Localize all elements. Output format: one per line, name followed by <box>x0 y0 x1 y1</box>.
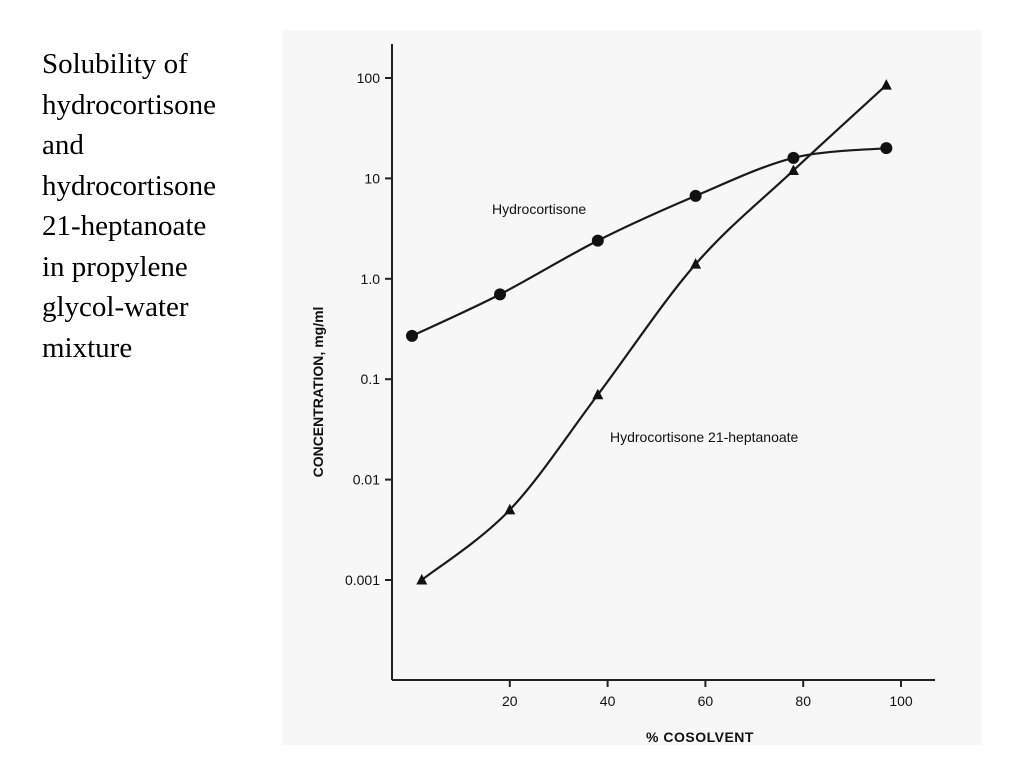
y-tick-label: 0.001 <box>344 572 380 588</box>
caption-line: 21-heptanoate <box>42 210 207 242</box>
x-tick-label: 20 <box>502 693 518 709</box>
y-tick-label: 1.0 <box>360 270 380 287</box>
y-tick-label: 0.1 <box>360 371 380 388</box>
scan-background <box>282 30 982 745</box>
data-point-circle <box>690 190 702 202</box>
x-tick-label: 100 <box>889 693 913 709</box>
caption-line: hydrocortisone <box>42 169 216 202</box>
y-axis-label: CONCENTRATION, mg/ml <box>310 306 326 478</box>
annotation-hydrocortisone-21-heptanoate: Hydrocortisone 21-heptanoate <box>610 429 799 445</box>
caption-line: mixture <box>42 331 133 364</box>
y-tick-label: 0.01 <box>352 471 380 488</box>
data-point-circle <box>592 235 604 247</box>
x-tick-label: 40 <box>599 693 616 709</box>
caption-line: in propylene <box>42 250 188 283</box>
caption-line: and <box>42 129 84 161</box>
x-tick-label: 60 <box>697 693 714 709</box>
data-point-circle <box>406 330 418 342</box>
x-axis-label: % COSOLVENT <box>646 729 754 745</box>
y-tick-label: 10 <box>364 170 380 187</box>
data-point-circle <box>880 142 892 154</box>
caption-line: glycol-water <box>42 291 189 323</box>
data-point-circle <box>494 288 506 300</box>
annotation-hydrocortisone: Hydrocortisone <box>492 201 587 217</box>
caption-line: hydrocortisone <box>42 88 216 121</box>
data-point-circle <box>787 152 799 164</box>
x-tick-label: 80 <box>795 693 811 709</box>
caption-line: Solubility of <box>42 48 188 80</box>
y-tick-label: 100 <box>356 70 380 86</box>
